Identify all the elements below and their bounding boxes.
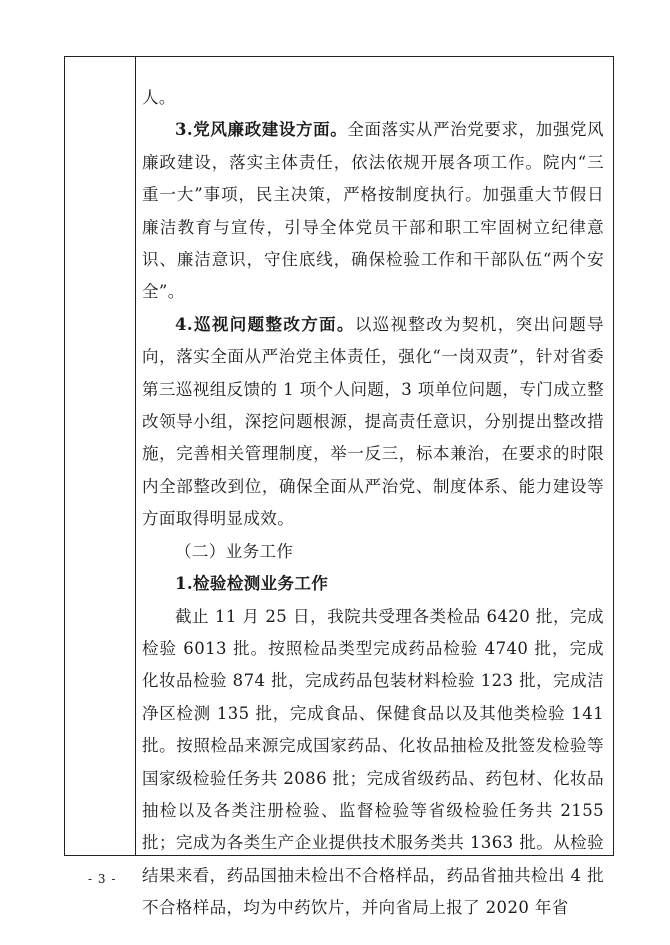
page-number: - 3 -: [88, 872, 117, 886]
section-inspection-rectification-lead: 4.巡视问题整改方面。: [175, 314, 355, 334]
section-party-conduct-lead: 3.党风廉政建设方面。: [175, 120, 348, 140]
inspection-paragraph: 截止 11 月 25 日，我院共受理各类检品 6420 批，完成检验 6013 批。按照检品类型完成药品检验 4740 批，完成化妆品检验 874 批，完成药品包装材料检验 123 批，完成洁净区检测 135 批，完成食品、保健食品以及其他类检验 141 批。按照检品来源完成国家药品、化妆品抽检及批签发检验等国家级检验任务共 2086 批；完成省级药品、药包材、化妆品抽检以及各类注册检验、监督检验等省级检验任务共 2155 批；完成为各类生产企业提供技术服务类共 1363 批。从检验结果来看，药品国抽未检出不合格样品，药品省抽共检出 4 批不合格样品，均为中药饮片，并向省局上报了 2020 年省: [142, 606, 604, 918]
document-body: [142, 82, 604, 925]
column-divider: [135, 57, 136, 855]
section-inspection-rectification-body: 以巡视整改为契机，突出问题导向，落实全面从严治党主体责任，强化“一岗双责”，针对省委第三巡视组反馈的 1 项个人问题，3 项单位问题，专门成立整改领导小组，深挖问题根源，提高责任意识，分别提出整改措施，完善相关管理制度，举一反三，标本兼治，在要求的时限内全部整改到位，确保全面从严治党、制度体系、能力建设等方面取得明显成效。: [142, 314, 604, 529]
section-inspection-rectification: [142, 309, 604, 536]
continuation-line: 人。: [142, 88, 176, 107]
section-party-conduct: [142, 114, 604, 308]
subheading-business-work: （二）业务工作: [175, 541, 294, 561]
section-party-conduct-body: 全面落实从严治党要求，加强党风廉政建设，落实主体责任，依法依规开展各项工作。院内“三重一大”事项，民主决策，严格按制度执行。加强重大节假日廉洁教育与宣传，引导全体党员干部和职工牢固树立纪律意识、廉洁意识，守住底线，确保检验工作和干部队伍“两个安全”。: [142, 120, 604, 302]
subheading-inspection-work: 1.检验检测业务工作: [175, 574, 329, 594]
